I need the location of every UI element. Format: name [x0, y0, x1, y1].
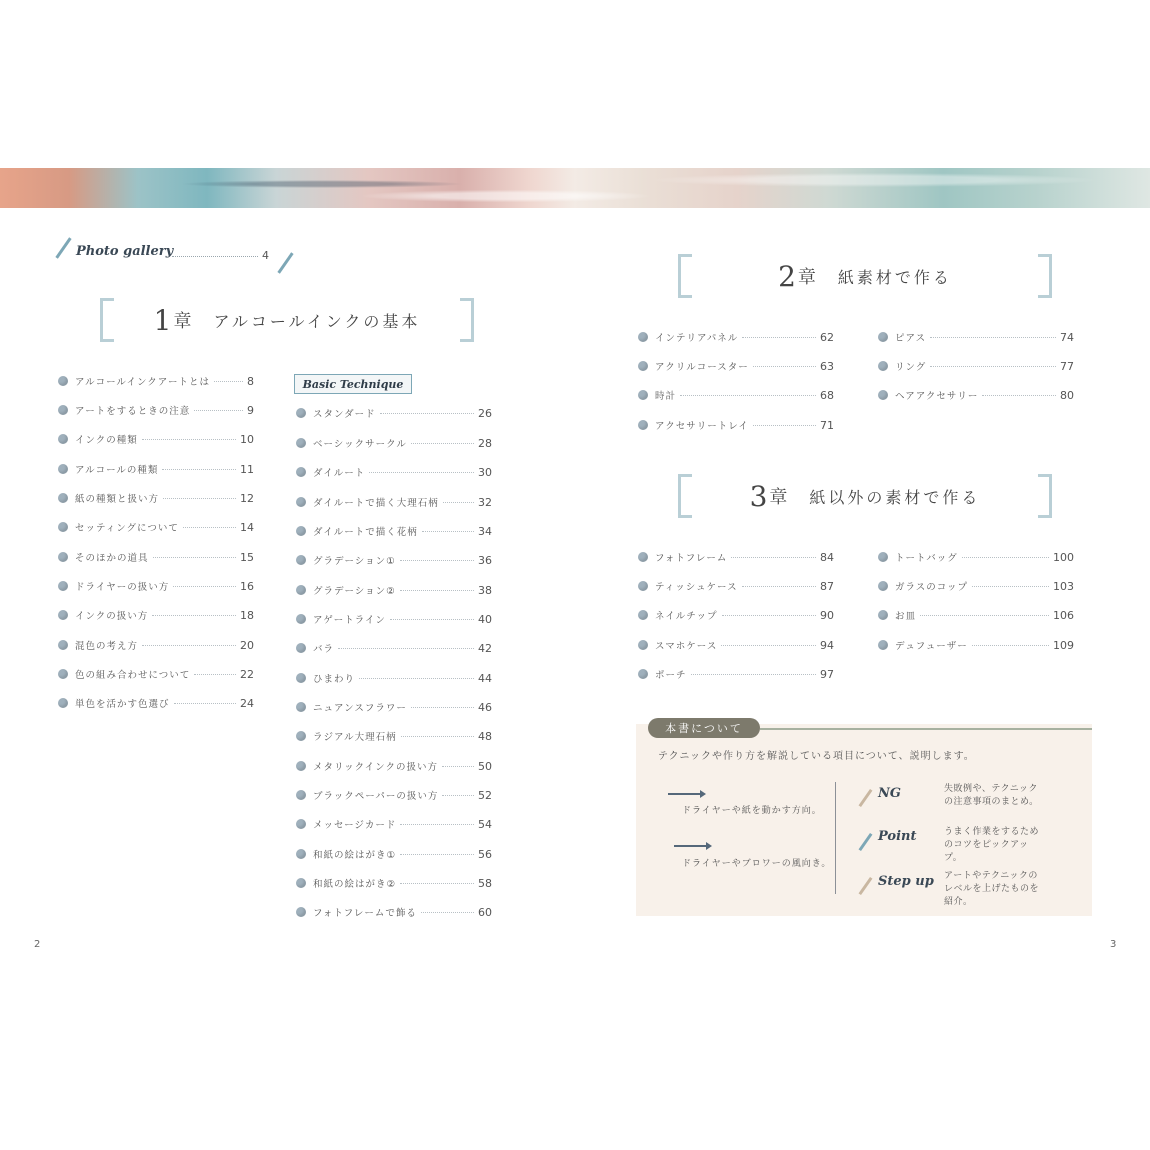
toc-item[interactable]: アクリルコースター 63 [638, 358, 834, 374]
toc-item[interactable]: ブラックペーパーの扱い方 52 [296, 787, 492, 803]
toc-item[interactable]: スマホケース 94 [638, 637, 834, 653]
bullet-dot [296, 643, 306, 653]
toc-item[interactable]: ダイルートで描く大理石柄 32 [296, 494, 492, 510]
bullet-dot [638, 581, 648, 591]
bullet-dot [296, 673, 306, 683]
chapter-1-header [100, 298, 474, 342]
bullet-dot [58, 522, 68, 532]
bracket-left [678, 474, 692, 518]
bullet-dot [296, 819, 306, 829]
arrow-description: ドライヤーや紙を動かす方向。 [682, 806, 822, 816]
bullet-dot [296, 526, 306, 536]
toc-item[interactable]: お皿 106 [878, 607, 1074, 623]
bullet-dot [638, 610, 648, 620]
direction-arrow-icon [668, 793, 704, 795]
bracket-right [1038, 474, 1052, 518]
bullet-dot [58, 669, 68, 679]
toc-item[interactable]: トートバッグ 100 [878, 549, 1074, 565]
bracket-left [678, 254, 692, 298]
toc-item[interactable]: 単色を活かす色選び 24 [58, 695, 254, 711]
toc-item[interactable]: 紙の種類と扱い方 12 [58, 490, 254, 506]
bullet-dot [878, 610, 888, 620]
bullet-dot [296, 702, 306, 712]
toc-item[interactable]: 色の組み合わせについて 22 [58, 666, 254, 682]
toc-item[interactable]: ドライヤーの扱い方 16 [58, 578, 254, 594]
toc-item[interactable]: リング 77 [878, 358, 1074, 374]
bullet-dot [638, 332, 648, 342]
chapter-word: 章 [173, 311, 192, 332]
toc-item[interactable]: アゲートライン 40 [296, 611, 492, 627]
bullet-dot [296, 907, 306, 917]
bullet-dot [296, 849, 306, 859]
bullet-dot [296, 555, 306, 565]
chapter-number: 3 [749, 479, 768, 513]
bullet-dot [296, 438, 306, 448]
toc-item[interactable]: セッティングについて 14 [58, 519, 254, 535]
about-book-rule [760, 728, 1092, 730]
toc-item[interactable]: メタリックインクの扱い方 50 [296, 758, 492, 774]
toc-item[interactable]: ポーチ 97 [638, 666, 834, 682]
bullet-dot [638, 420, 648, 430]
bullet-dot [638, 669, 648, 679]
ng-label: NG [878, 786, 901, 801]
toc-item[interactable]: 時計 68 [638, 387, 834, 403]
bullet-dot [296, 585, 306, 595]
toc-item[interactable]: グラデーション② 38 [296, 582, 492, 598]
point-label: Point [878, 829, 917, 844]
chapter-3-header [678, 474, 1052, 518]
arrow-description: ドライヤーやブロワーの風向き。 [682, 859, 832, 869]
bullet-dot [58, 493, 68, 503]
toc-item[interactable]: インテリアパネル 62 [638, 329, 834, 345]
photo-gallery-page: 4 [262, 249, 269, 262]
toc-item[interactable]: メッセージカード 54 [296, 816, 492, 832]
wind-arrow-icon [674, 845, 710, 847]
bullet-dot [296, 761, 306, 771]
chapter-title: 紙以外の素材で作る [809, 487, 981, 507]
bullet-dot [296, 731, 306, 741]
chapter-word: 章 [769, 487, 788, 508]
bullet-dot [878, 390, 888, 400]
toc-item[interactable]: フォトフレームで飾る 60 [296, 904, 492, 920]
bullet-dot [58, 405, 68, 415]
toc-item[interactable]: 和紙の絵はがき① 56 [296, 846, 492, 862]
toc-item[interactable]: アートをするときの注意 9 [58, 402, 254, 418]
bullet-dot [58, 698, 68, 708]
about-divider [835, 782, 836, 894]
toc-item[interactable]: アルコールインクアートとは 8 [58, 373, 254, 389]
toc-item[interactable]: ダイルートで描く花柄 34 [296, 523, 492, 539]
toc-item[interactable]: ひまわり 44 [296, 670, 492, 686]
photo-gallery-slash-left [55, 237, 71, 258]
bullet-dot [638, 390, 648, 400]
bullet-dot [58, 376, 68, 386]
toc-item[interactable]: ラジアル大理石柄 48 [296, 728, 492, 744]
photo-gallery-slash-right [277, 252, 293, 273]
bullet-dot [638, 640, 648, 650]
toc-item[interactable]: バラ 42 [296, 640, 492, 656]
toc-item[interactable]: ダイルート 30 [296, 464, 492, 480]
bullet-dot [296, 408, 306, 418]
toc-item[interactable]: 和紙の絵はがき② 58 [296, 875, 492, 891]
bullet-dot [296, 497, 306, 507]
bullet-dot [878, 581, 888, 591]
toc-item[interactable]: ガラスのコップ 103 [878, 578, 1074, 594]
bullet-dot [638, 552, 648, 562]
page-number-right: 3 [1110, 939, 1117, 950]
toc-item[interactable]: グラデーション① 36 [296, 552, 492, 568]
point-description: うまく作業をするためのコツをピックアップ。 [944, 827, 1040, 863]
about-book-badge: 本書について [648, 718, 760, 738]
bracket-right [1038, 254, 1052, 298]
chapter-word: 章 [797, 267, 816, 288]
chapter-number: 1 [153, 303, 172, 337]
bullet-dot [878, 361, 888, 371]
bullet-dot [638, 361, 648, 371]
photo-gallery-leader [172, 256, 258, 257]
bracket-left [100, 298, 114, 342]
toc-item[interactable]: デュフューザー 109 [878, 637, 1074, 653]
toc-item[interactable]: スタンダード 26 [296, 405, 492, 421]
bullet-dot [296, 878, 306, 888]
about-book-intro: テクニックや作り方を解説している項目について、説明します。 [658, 751, 975, 762]
bullet-dot [296, 467, 306, 477]
bracket-right [460, 298, 474, 342]
chapter-title: 紙素材で作る [837, 267, 952, 287]
chapter-2-header [678, 254, 1052, 298]
page-number-left: 2 [34, 939, 41, 950]
basic-technique-label: Basic Technique [294, 374, 412, 394]
toc-item[interactable]: インクの扱い方 18 [58, 607, 254, 623]
bullet-dot [58, 610, 68, 620]
header-banner-texture [0, 168, 1150, 208]
bullet-dot [878, 640, 888, 650]
bullet-dot [58, 552, 68, 562]
stepup-label: Step up [878, 874, 934, 889]
toc-item[interactable]: ティッシュケース 87 [638, 578, 834, 594]
bullet-dot [58, 464, 68, 474]
toc-item[interactable]: そのほかの道具 15 [58, 549, 254, 565]
bullet-dot [878, 332, 888, 342]
toc-item[interactable]: ニュアンスフラワー 46 [296, 699, 492, 715]
toc-item[interactable]: インクの種類 10 [58, 431, 254, 447]
toc-item[interactable]: ヘアアクセサリー 80 [878, 387, 1074, 403]
toc-item[interactable]: 混色の考え方 20 [58, 637, 254, 653]
bullet-dot [296, 614, 306, 624]
toc-item[interactable]: ネイルチップ 90 [638, 607, 834, 623]
bullet-dot [296, 790, 306, 800]
bullet-dot [58, 640, 68, 650]
bullet-dot [878, 552, 888, 562]
toc-item[interactable]: アクセサリートレイ 71 [638, 417, 834, 433]
toc-item[interactable]: ピアス 74 [878, 329, 1074, 345]
bullet-dot [58, 434, 68, 444]
toc-item[interactable]: ベーシックサークル 28 [296, 435, 492, 451]
toc-item[interactable]: フォトフレーム 84 [638, 549, 834, 565]
bullet-dot [58, 581, 68, 591]
photo-gallery-title[interactable]: Photo gallery [76, 244, 174, 259]
chapter-number: 2 [778, 259, 796, 293]
toc-item[interactable]: アルコールの種類 11 [58, 461, 254, 477]
ng-description: 失敗例や、テクニックの注意事項のまとめ。 [944, 784, 1039, 807]
stepup-description: アートやテクニックのレベルを上げたものを紹介。 [944, 871, 1040, 907]
chapter-title: アルコールインクの基本 [213, 311, 421, 331]
